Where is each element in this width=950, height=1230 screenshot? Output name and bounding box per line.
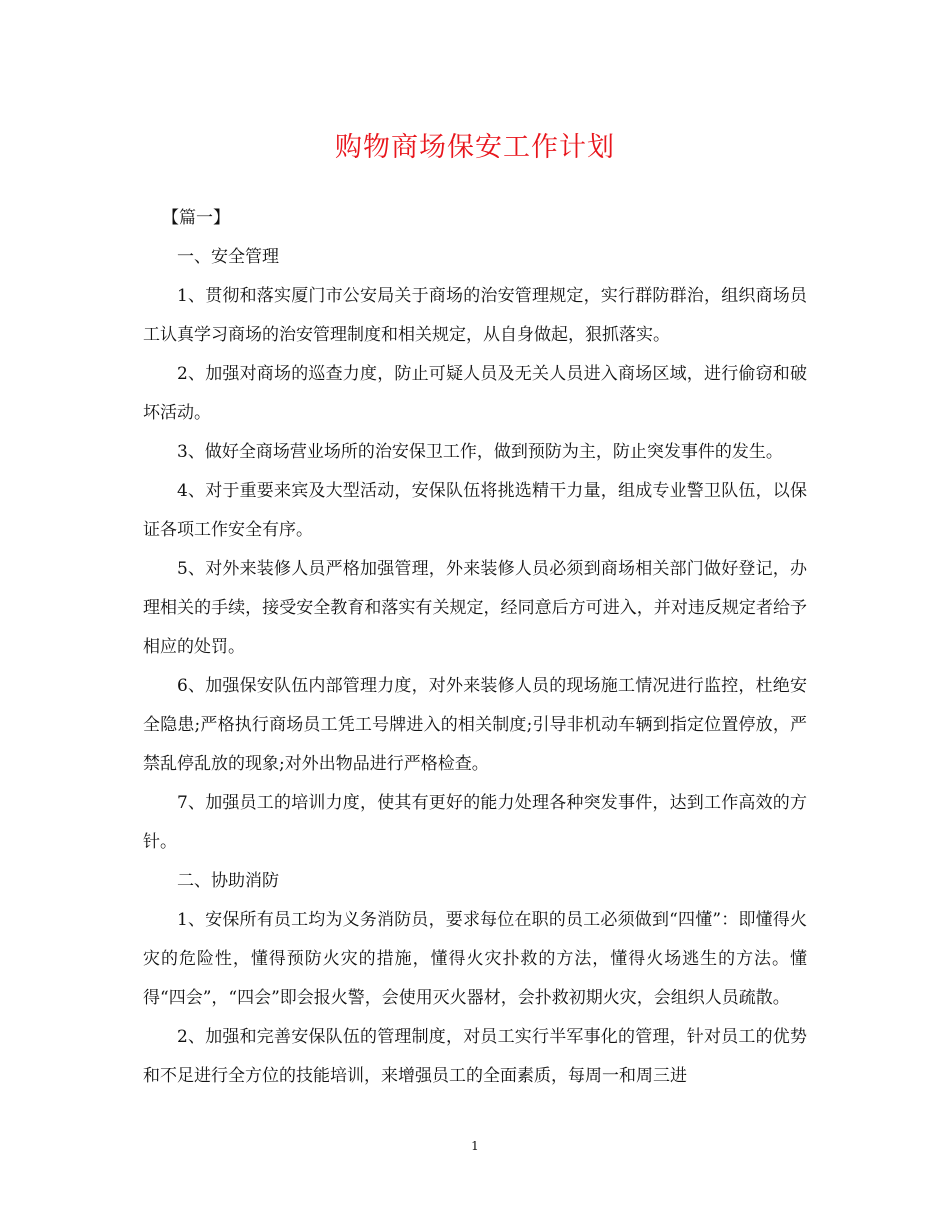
paragraph: 6、加强保安队伍内部管理力度，对外来装修人员的现场施工情况进行监控，杜绝安全隐患;严格执行商场员工凭工号牌进入的相关制度;引导非机动车辆到指定位置停放，严禁乱停乱放的现象;对外出物品进行严格检查。: [143, 676, 807, 774]
paragraph: 2、加强和完善安保队伍的管理制度，对员工实行半军事化的管理，针对员工的优势和不足进行全方位的技能培训，来增强员工的全面素质，每周一和周三进: [143, 1027, 807, 1086]
paragraph: 3、做好全商场营业场所的治安保卫工作，做到预防为主，防止突发事件的发生。: [177, 442, 783, 462]
section-heading-fire-assist: 二、协助消防: [177, 871, 279, 891]
document-body: [143, 199, 807, 1096]
paragraph: 1、贯彻和落实厦门市公安局关于商场的治安管理规定，实行群防群治，组织商场员工认真学习商场的治安管理制度和相关规定，从自身做起，狠抓落实。: [143, 286, 807, 345]
paragraph: 4、对于重要来宾及大型活动，安保队伍将挑选精干力量，组成专业警卫队伍，以保证各项工作安全有序。: [143, 481, 807, 540]
paragraph: 5、对外来装修人员严格加强管理，外来装修人员必须到商场相关部门做好登记，办理相关的手续，接受安全教育和落实有关规定，经同意后方可进入，并对违反规定者给予相应的处罚。: [143, 559, 807, 657]
page-number: 1: [471, 1139, 479, 1153]
paragraph: 2、加强对商场的巡查力度，防止可疑人员及无关人员进入商场区域，进行偷窃和破坏活动。: [143, 364, 807, 423]
document-title: 购物商场保安工作计划: [335, 132, 615, 163]
paragraph: 1、安保所有员工均为义务消防员，要求每位在职的员工必须做到“四懂”：即懂得火灾的危险性，懂得预防火灾的措施，懂得火灾扑救的方法，懂得火场逃生的方法。懂得“四会”，“四会”即会报火警，会使用灭火器材，会扑救初期火灾，会组织人员疏散。: [143, 910, 807, 1008]
paragraph: 7、加强员工的培训力度，使其有更好的能力处理各种突发事件，达到工作高效的方针。: [143, 793, 807, 852]
section-heading-security: 一、安全管理: [177, 247, 279, 267]
section-heading-part-one: 【篇一】: [162, 208, 230, 228]
